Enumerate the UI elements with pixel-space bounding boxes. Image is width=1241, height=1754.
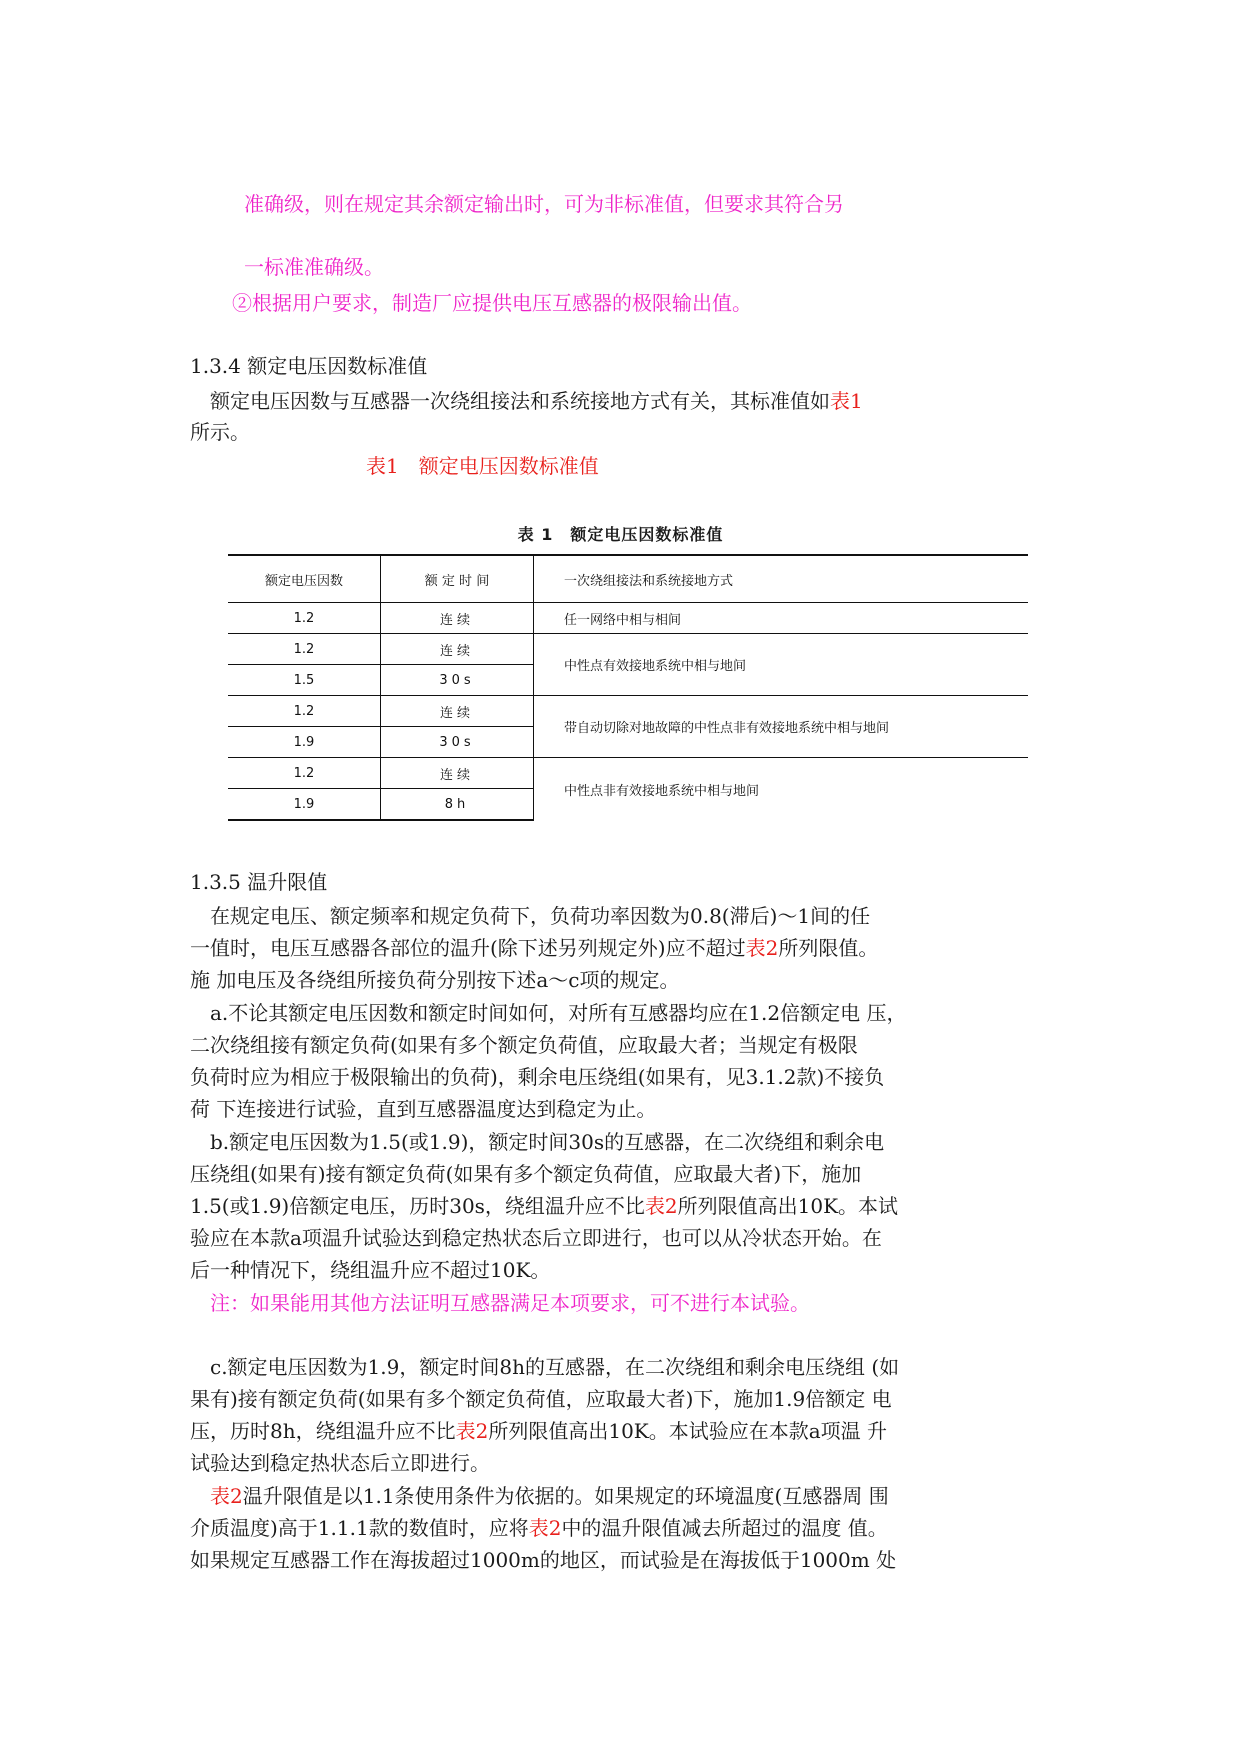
- cell-time: 连续: [381, 696, 534, 727]
- table-row: [228, 696, 1028, 727]
- paragraph-b-line: 1.5(或1.9)倍额定电压，历时30s，绕组温升应不比表2所列限值高出10K。本试: [190, 1194, 899, 1218]
- cell-method: 中性点有效接地系统中相与地间: [534, 634, 1029, 696]
- table-row: [228, 758, 1028, 789]
- cell-factor: 1.2: [228, 634, 381, 665]
- paragraph-line: 施 加电压及各绕组所接负荷分别按下述a～c项的规定。: [190, 968, 680, 992]
- paragraph-d-line: 表2温升限值是以1.1条使用条件为依据的。如果规定的环境温度(互感器周 围: [210, 1484, 889, 1508]
- cell-factor: 1.2: [228, 603, 381, 634]
- cell-time: 连续: [381, 603, 534, 634]
- cell-factor: 1.5: [228, 665, 381, 696]
- cell-time: 连续: [381, 758, 534, 789]
- table-1-title: 表 1 额定电压因数标准值: [517, 525, 724, 544]
- paragraph-line: 在规定电压、额定频率和规定负荷下，负荷功率因数为0.8(滞后)～1间的任: [210, 904, 871, 928]
- paragraph-b-line: b.额定电压因数为1.5(或1.9)，额定时间30s的互感器，在二次绕组和剩余电: [210, 1130, 885, 1154]
- section-heading-1-3-4: 1.3.4 额定电压因数标准值: [190, 354, 428, 378]
- paragraph-line: 一值时，电压互感器各部位的温升(除下述另列规定外)应不超过表2所列限值。: [190, 936, 879, 960]
- cell-time: 30s: [381, 665, 534, 696]
- paragraph-1-3-4-line-1: 额定电压因数与互感器一次绕组接法和系统接地方式有关，其标准值如表1: [210, 389, 863, 413]
- table-row: [228, 603, 1028, 634]
- paragraph-c-line: 果有)接有额定负荷(如果有多个额定负荷值，应取最大者)下，施加1.9倍额定 电: [190, 1387, 892, 1411]
- cell-method: 任一网络中相与相间: [564, 612, 682, 628]
- section-heading-1-3-5: 1.3.5 温升限值: [190, 870, 328, 894]
- note-line-3: ②根据用户要求，制造厂应提供电压互感器的极限输出值。: [232, 291, 752, 315]
- paragraph-a-line: a.不论其额定电压因数和额定时间如何，对所有互感器均应在1.2倍额定电 压，: [210, 1001, 907, 1025]
- cell-time: 连续: [381, 634, 534, 665]
- cell-factor: 1.2: [228, 758, 381, 789]
- paragraph-c-line: 试验达到稳定热状态后立即进行。: [190, 1451, 490, 1475]
- table-2-reference: 表2: [745, 936, 779, 960]
- rated-voltage-factor-table: [228, 554, 1028, 821]
- note-line-1: 准确级，则在规定其余额定输出时，可为非标准值，但要求其符合另: [244, 192, 844, 216]
- paragraph-d-line: 介质温度)高于1.1.1款的数值时，应将表2中的温升限值减去所超过的温度 值。: [190, 1516, 888, 1540]
- table-2-reference: 表2: [455, 1419, 489, 1443]
- cell-time: 30s: [381, 727, 534, 758]
- cell-factor: 1.9: [228, 789, 381, 821]
- table-2-reference: 表2: [210, 1484, 243, 1508]
- table-2-reference: 表2: [644, 1194, 678, 1218]
- paragraph-1-3-4-line-2: 所示。: [190, 420, 250, 444]
- note-line-2: 一标准准确级。: [244, 255, 384, 279]
- paragraph-c-line: c.额定电压因数为1.9，额定时间8h的互感器，在二次绕组和剩余电压绕组 (如: [210, 1355, 900, 1379]
- table-row: [228, 634, 1028, 665]
- paragraph-a-line: 二次绕组接有额定负荷(如果有多个额定负荷值，应取最大者；当规定有极限: [190, 1033, 858, 1057]
- cell-method: 带自动切除对地故障的中性点非有效接地系统中相与地间: [534, 696, 1029, 758]
- header-connection-method: 一次绕组接法和系统接地方式: [534, 555, 1029, 603]
- cell-factor: 1.2: [228, 696, 381, 727]
- paragraph-a-line: 荷 下连接进行试验，直到互感器温度达到稳定为止。: [190, 1097, 657, 1121]
- cell-factor: 1.9: [228, 727, 381, 758]
- header-rated-time: 额 定 时 间: [381, 555, 534, 603]
- table-2-reference: 表2: [528, 1516, 562, 1540]
- paragraph-a-line: 负荷时应为相应于极限输出的负荷)，剩余电压绕组(如果有，见3.1.2款)不接负: [190, 1065, 885, 1089]
- paragraph-b-line: 验应在本款a项温升试验达到稳定热状态后立即进行，也可以从冷状态开始。在: [190, 1226, 882, 1250]
- paragraph-b-line: 压绕组(如果有)接有额定负荷(如果有多个额定负荷值，应取最大者)下，施加: [190, 1162, 862, 1186]
- header-rated-voltage-factor: 额定电压因数: [228, 555, 381, 603]
- note-no-test: 注：如果能用其他方法证明互感器满足本项要求，可不进行本试验。: [210, 1291, 810, 1315]
- table-caption-red: 表1 额定电压因数标准值: [366, 454, 599, 478]
- paragraph-b-line: 后一种情况下，绕组温升应不超过10K。: [190, 1258, 551, 1282]
- cell-time: 8h: [381, 789, 534, 821]
- cell-method: 中性点非有效接地系统中相与地间: [534, 758, 1029, 821]
- paragraph-c-line: 压，历时8h，绕组温升应不比表2所列限值高出10K。本试验应在本款a项温 升: [190, 1419, 888, 1443]
- table-header-row: [228, 555, 1028, 603]
- paragraph-d-line: 如果规定互感器工作在海拔超过1000m的地区，而试验是在海拔低于1000m 处: [190, 1548, 897, 1572]
- table-1-reference: 表1: [830, 389, 863, 413]
